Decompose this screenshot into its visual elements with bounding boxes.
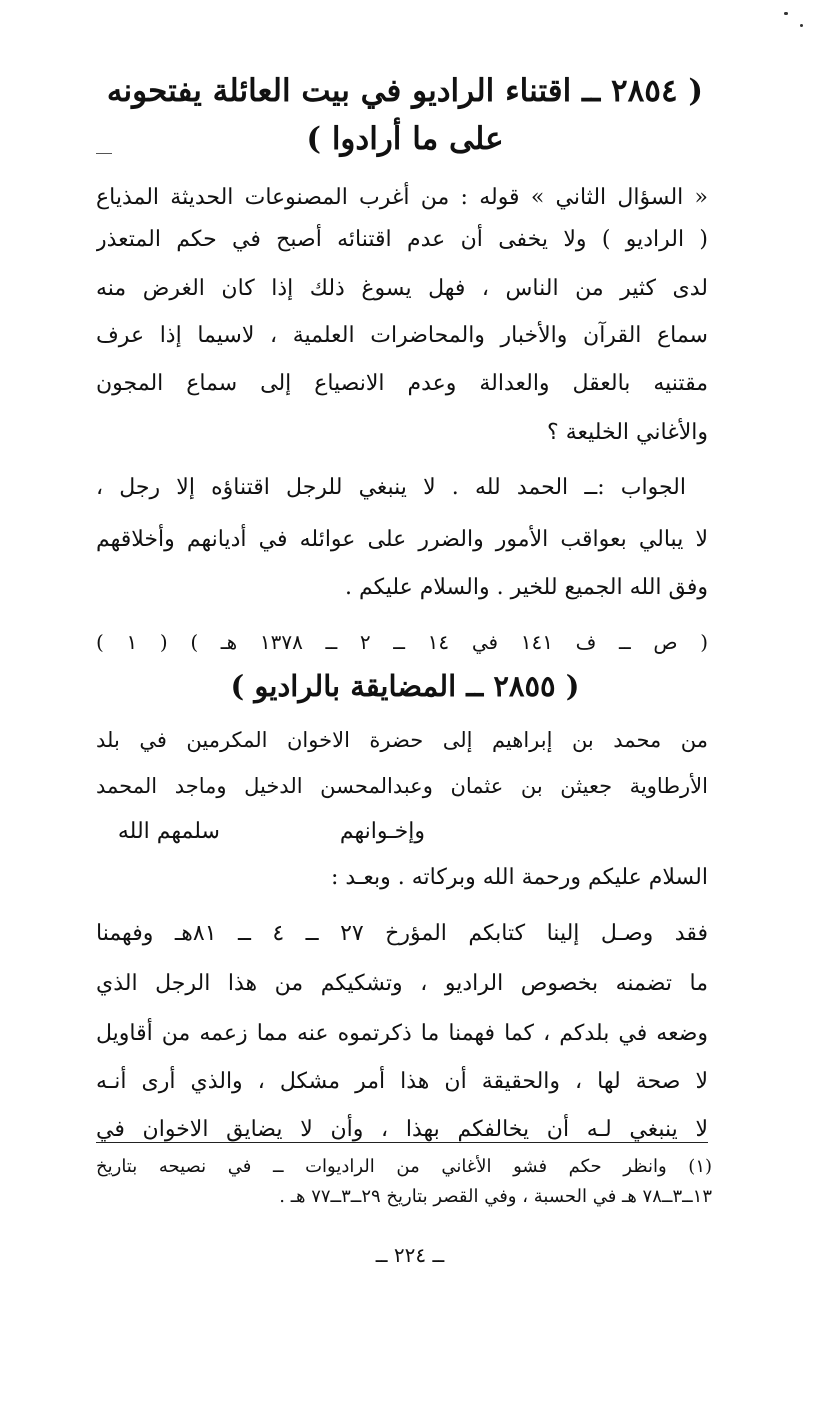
- letter-line: الأرطاوية جعيثن بن عثمان وعبدالمحسن الدخيل وماجد المحمد: [96, 774, 708, 798]
- letter-line: فقد وصـل إلينا كتابكم المؤرخ ٢٧ ــ ٤ ــ ٨١هـ وفهمنا: [96, 921, 708, 946]
- letter-line: لا ينبغي لـه أن يخالفكم بهذا ، وأن لا يضايق الاخوان في: [96, 1117, 708, 1142]
- scan-speck: [784, 12, 788, 15]
- footnote-divider: [96, 1142, 708, 1143]
- question-line: مقتنيه بالعقل والعدالة وعدم الانصياع إلى سماع المجون: [96, 371, 708, 396]
- letter-line: وضعه في بلدكم ، كما فهمنا ما ذكرتموه عنه مما زعمه من أقاويل: [96, 1021, 708, 1046]
- letter-line: ما تضمنه بخصوص الراديو ، وتشكيكم من هذا الرجل الذي: [96, 971, 708, 996]
- question-line: والأغاني الخليعة ؟: [547, 420, 708, 445]
- section-title-2854-line1: ( ٢٨٥٤ ــ اقتناء الراديو في بيت العائلة يفتحونه: [106, 73, 704, 109]
- footnote-line: (١) وانظر حكم فشو الأغاني من الراديوات ــ في نصيحه بتاريخ: [96, 1156, 712, 1177]
- reference-citation: ( ص ــ ف ١٤١ في ١٤ ــ ٢ ــ ١٣٧٨ هـ ) ( ١ ): [96, 630, 708, 654]
- letter-line: لا صحة لها ، والحقيقة أن هذا أمر مشكل ، والذي أرى أنـه: [96, 1069, 708, 1094]
- question-line: « السؤال الثاني » قوله : من أغرب المصنوعات الحديثة المذياع: [96, 185, 708, 210]
- greeting-blessing: سلمهم الله: [117, 819, 220, 844]
- answer-line: لا يبالي بعواقب الأمور والضرر على عوائله في أديانهم وأخلاقهم: [96, 527, 708, 552]
- page-number: ــ ٢٢٤ ــ: [375, 1243, 445, 1267]
- answer-line: الجواب :ــ الحمد لله . لا ينبغي للرجل اقتناؤه إلا رجل ،: [96, 475, 686, 500]
- greeting-brothers: وإخـوانهم: [339, 819, 425, 844]
- answer-line: وفق الله الجميع للخير . والسلام عليكم .: [344, 575, 708, 600]
- question-line: ( الراديو ) ولا يخفى أن عدم اقتنائه أصبح في حكم المتعذر: [96, 227, 708, 252]
- question-line: لدى كثير من الناس ، فهل يسوغ ذلك إذا كان الغرض منه: [96, 276, 708, 301]
- section-title-2855: ( ٢٨٥٥ ــ المضايقة بالراديو ): [230, 669, 580, 703]
- letter-line: السلام عليكم ورحمة الله وبركاته . وبعـد :: [331, 865, 708, 890]
- question-line: سماع القرآن والأخبار والمحاضرات العلمية ، لاسيما إذا عرف: [96, 323, 708, 348]
- letter-line: من محمد بن إبراهيم إلى حضرة الاخوان المكرمين في بلد: [96, 728, 708, 752]
- scan-speck: [800, 24, 803, 27]
- footnote-line: ١٣ــ٣ــ٧٨ هـ في الحسبة ، وفي القصر بتاريخ ٢٩ــ٣ــ٧٧ هـ .: [279, 1186, 712, 1207]
- section-title-2854-line2: على ما أرادوا ): [306, 121, 504, 157]
